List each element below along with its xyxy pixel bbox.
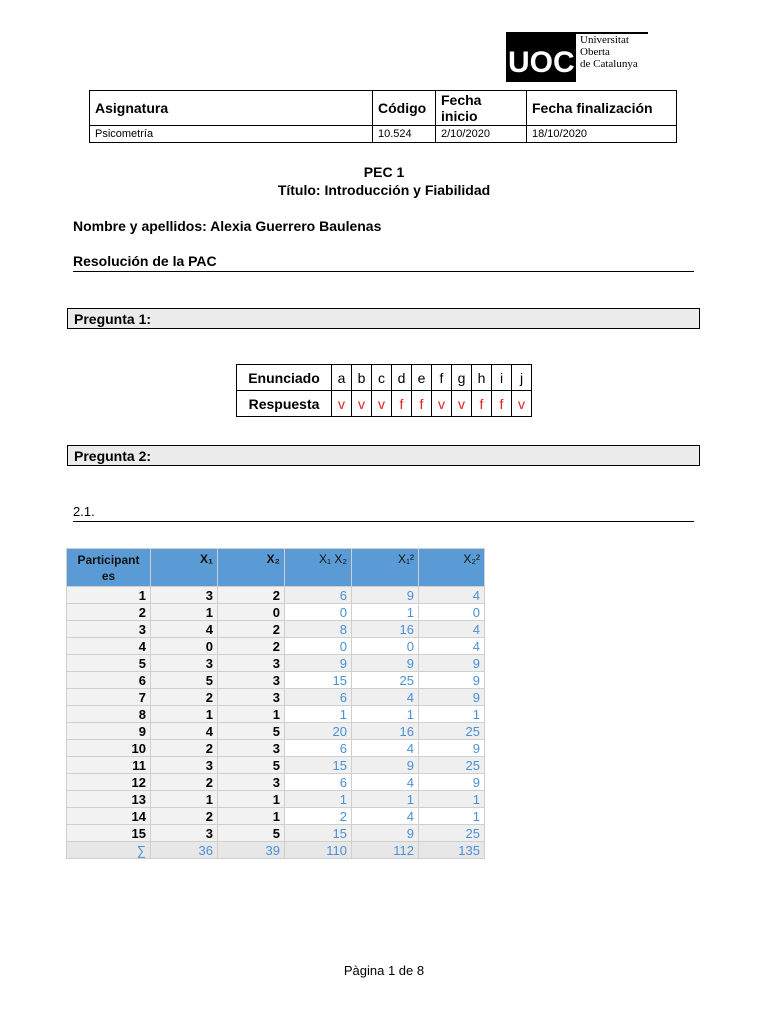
cell-x2-squared: 9 — [419, 672, 485, 689]
cell-participant: 13 — [67, 791, 151, 808]
cell-x1x2: 15 — [285, 825, 352, 842]
cell-x2: 3 — [218, 655, 285, 672]
logo-line-3: de Catalunya — [580, 58, 638, 70]
cell-x1-squared: 9 — [352, 757, 419, 774]
cell-participant: 4 — [67, 638, 151, 655]
answer-letters-row — [237, 365, 532, 391]
cell-x2: 2 — [218, 638, 285, 655]
sum-symbol: ∑ — [67, 842, 151, 859]
enunciado-label: Enunciado — [237, 365, 332, 391]
sum-x1: 36 — [151, 842, 218, 859]
logo-line-1: Universitat — [580, 34, 629, 46]
cell-participant: 7 — [67, 689, 151, 706]
header-fecha-inicio: Fecha inicio — [436, 91, 527, 126]
cell-x1: 0 — [151, 638, 218, 655]
cell-x2: 2 — [218, 621, 285, 638]
letter-cell: d — [392, 365, 412, 391]
cell-x1x2: 15 — [285, 757, 352, 774]
response-cell: v — [332, 391, 352, 417]
table-row — [67, 723, 485, 740]
cell-x1x2: 0 — [285, 604, 352, 621]
cell-x2-squared: 9 — [419, 774, 485, 791]
answer-responses-row — [237, 391, 532, 417]
cell-x2-squared: 0 — [419, 604, 485, 621]
subject-value-row — [90, 126, 677, 143]
cell-x1-squared: 4 — [352, 774, 419, 791]
resolution-divider — [73, 271, 694, 272]
cell-x2-squared: 4 — [419, 587, 485, 604]
value-fecha-inicio: 2/10/2020 — [436, 126, 527, 143]
cell-x2: 1 — [218, 706, 285, 723]
cell-x2-squared: 9 — [419, 655, 485, 672]
cell-x2: 3 — [218, 672, 285, 689]
table-row — [67, 672, 485, 689]
cell-x1x2: 6 — [285, 689, 352, 706]
sum-x2: 39 — [218, 842, 285, 859]
cell-x1x2: 6 — [285, 587, 352, 604]
cell-x1: 4 — [151, 621, 218, 638]
cell-x1-squared: 4 — [352, 808, 419, 825]
response-cell: v — [372, 391, 392, 417]
response-cell: v — [512, 391, 532, 417]
cell-x1-squared: 16 — [352, 621, 419, 638]
cell-x1: 2 — [151, 774, 218, 791]
cell-x1x2: 1 — [285, 791, 352, 808]
cell-x2-squared: 25 — [419, 825, 485, 842]
cell-x1: 2 — [151, 740, 218, 757]
cell-x2: 3 — [218, 689, 285, 706]
logo-line-2: Oberta — [580, 46, 610, 58]
cell-x1-squared: 9 — [352, 825, 419, 842]
cell-x2: 0 — [218, 604, 285, 621]
pec-subtitle: Título: Introducción y Fiabilidad — [277, 182, 491, 198]
cell-x1-squared: 1 — [352, 604, 419, 621]
cell-x1x2: 6 — [285, 774, 352, 791]
response-cell: f — [392, 391, 412, 417]
page-footer: Pàgina 1 de 8 — [343, 963, 425, 978]
question-1-heading: Pregunta 1: — [67, 308, 700, 329]
response-cell: v — [352, 391, 372, 417]
response-cell: f — [412, 391, 432, 417]
cell-participant: 9 — [67, 723, 151, 740]
cell-x2-squared: 4 — [419, 638, 485, 655]
cell-x1x2: 1 — [285, 706, 352, 723]
cell-x1: 3 — [151, 825, 218, 842]
value-codigo: 10.524 — [373, 126, 436, 143]
cell-x1-squared: 9 — [352, 587, 419, 604]
table-row — [67, 791, 485, 808]
cell-participant: 8 — [67, 706, 151, 723]
cell-x1-squared: 25 — [352, 672, 419, 689]
subject-header-row — [90, 91, 677, 126]
cell-x1: 1 — [151, 791, 218, 808]
response-cell: v — [452, 391, 472, 417]
respuesta-label: Respuesta — [237, 391, 332, 417]
cell-x1-squared: 1 — [352, 706, 419, 723]
cell-participant: 11 — [67, 757, 151, 774]
table-header-row — [67, 549, 485, 587]
header-x1x2: X₁ X₂ — [285, 549, 352, 587]
cell-x1: 3 — [151, 587, 218, 604]
sum-x2-squared: 135 — [419, 842, 485, 859]
logo-wordmark — [580, 34, 648, 70]
letter-cell: h — [472, 365, 492, 391]
response-cell: f — [492, 391, 512, 417]
cell-participant: 6 — [67, 672, 151, 689]
cell-participant: 1 — [67, 587, 151, 604]
cell-x2: 2 — [218, 587, 285, 604]
header-x2-squared: X₂² — [419, 549, 485, 587]
table-row — [67, 706, 485, 723]
cell-x2-squared: 25 — [419, 757, 485, 774]
cell-x1: 1 — [151, 706, 218, 723]
question-2-heading: Pregunta 2: — [67, 445, 700, 466]
cell-x1x2: 2 — [285, 808, 352, 825]
response-cell: v — [432, 391, 452, 417]
cell-x2: 5 — [218, 757, 285, 774]
cell-x1: 1 — [151, 604, 218, 621]
cell-x1: 3 — [151, 655, 218, 672]
part-2-1-label: 2.1. — [73, 504, 95, 519]
cell-x1-squared: 9 — [352, 655, 419, 672]
letter-cell: e — [412, 365, 432, 391]
cell-participant: 2 — [67, 604, 151, 621]
cell-x1-squared: 16 — [352, 723, 419, 740]
letter-cell: b — [352, 365, 372, 391]
cell-participant: 15 — [67, 825, 151, 842]
table-row — [67, 808, 485, 825]
cell-x2: 1 — [218, 808, 285, 825]
cell-x1x2: 8 — [285, 621, 352, 638]
table-row — [67, 638, 485, 655]
header-fecha-finalizacion: Fecha finalización — [527, 91, 677, 126]
cell-x1x2: 6 — [285, 740, 352, 757]
letter-cell: i — [492, 365, 512, 391]
cell-x1: 2 — [151, 808, 218, 825]
cell-x2: 1 — [218, 791, 285, 808]
cell-x1: 5 — [151, 672, 218, 689]
letter-cell: c — [372, 365, 392, 391]
cell-participant: 5 — [67, 655, 151, 672]
table-row — [67, 825, 485, 842]
cell-x1-squared: 4 — [352, 740, 419, 757]
cell-x1-squared: 0 — [352, 638, 419, 655]
table-row — [67, 774, 485, 791]
table-sum-row — [67, 842, 485, 859]
header-codigo: Código — [373, 91, 436, 126]
cell-x1: 4 — [151, 723, 218, 740]
cell-x1x2: 0 — [285, 638, 352, 655]
letter-cell: g — [452, 365, 472, 391]
student-name: Nombre y apellidos: Alexia Guerrero Baulenas — [73, 218, 382, 234]
cell-x1: 2 — [151, 689, 218, 706]
uoc-logo — [506, 32, 648, 82]
participants-table — [66, 548, 485, 859]
header-x1-squared: X₁² — [352, 549, 419, 587]
response-cell: f — [472, 391, 492, 417]
cell-x2-squared: 1 — [419, 791, 485, 808]
cell-x2: 5 — [218, 825, 285, 842]
table-row — [67, 757, 485, 774]
cell-participant: 12 — [67, 774, 151, 791]
answer-table — [236, 364, 532, 417]
value-asignatura: Psicometría — [90, 126, 373, 143]
cell-x1-squared: 4 — [352, 689, 419, 706]
letter-cell: f — [432, 365, 452, 391]
cell-x2-squared: 9 — [419, 689, 485, 706]
header-x2: X₂ — [218, 549, 285, 587]
subject-info-table — [89, 90, 677, 143]
header-asignatura: Asignatura — [90, 91, 373, 126]
table-row — [67, 621, 485, 638]
cell-x2-squared: 25 — [419, 723, 485, 740]
cell-x2: 3 — [218, 740, 285, 757]
table-row — [67, 740, 485, 757]
sum-x1x2: 110 — [285, 842, 352, 859]
cell-x1x2: 15 — [285, 672, 352, 689]
table-row — [67, 689, 485, 706]
cell-x2-squared: 1 — [419, 706, 485, 723]
letter-cell: j — [512, 365, 532, 391]
cell-x1x2: 20 — [285, 723, 352, 740]
pec-title: PEC 1 — [363, 164, 405, 180]
cell-x2: 5 — [218, 723, 285, 740]
cell-participant: 14 — [67, 808, 151, 825]
cell-x1x2: 9 — [285, 655, 352, 672]
cell-x2-squared: 1 — [419, 808, 485, 825]
cell-x1: 3 — [151, 757, 218, 774]
logo-letters: UOC — [508, 46, 575, 79]
header-x1: X₁ — [151, 549, 218, 587]
table-row — [67, 587, 485, 604]
table-row — [67, 655, 485, 672]
sum-x1-squared: 112 — [352, 842, 419, 859]
header-participant: Participant es — [67, 549, 151, 587]
cell-x1-squared: 1 — [352, 791, 419, 808]
cell-x2-squared: 9 — [419, 740, 485, 757]
letter-cell: a — [332, 365, 352, 391]
cell-x2-squared: 4 — [419, 621, 485, 638]
table-row — [67, 604, 485, 621]
value-fecha-finalizacion: 18/10/2020 — [527, 126, 677, 143]
cell-participant: 3 — [67, 621, 151, 638]
uoc-logo-mark — [506, 32, 576, 82]
resolution-heading: Resolución de la PAC — [73, 253, 217, 269]
cell-participant: 10 — [67, 740, 151, 757]
cell-x2: 3 — [218, 774, 285, 791]
part-2-1-divider — [73, 521, 694, 522]
